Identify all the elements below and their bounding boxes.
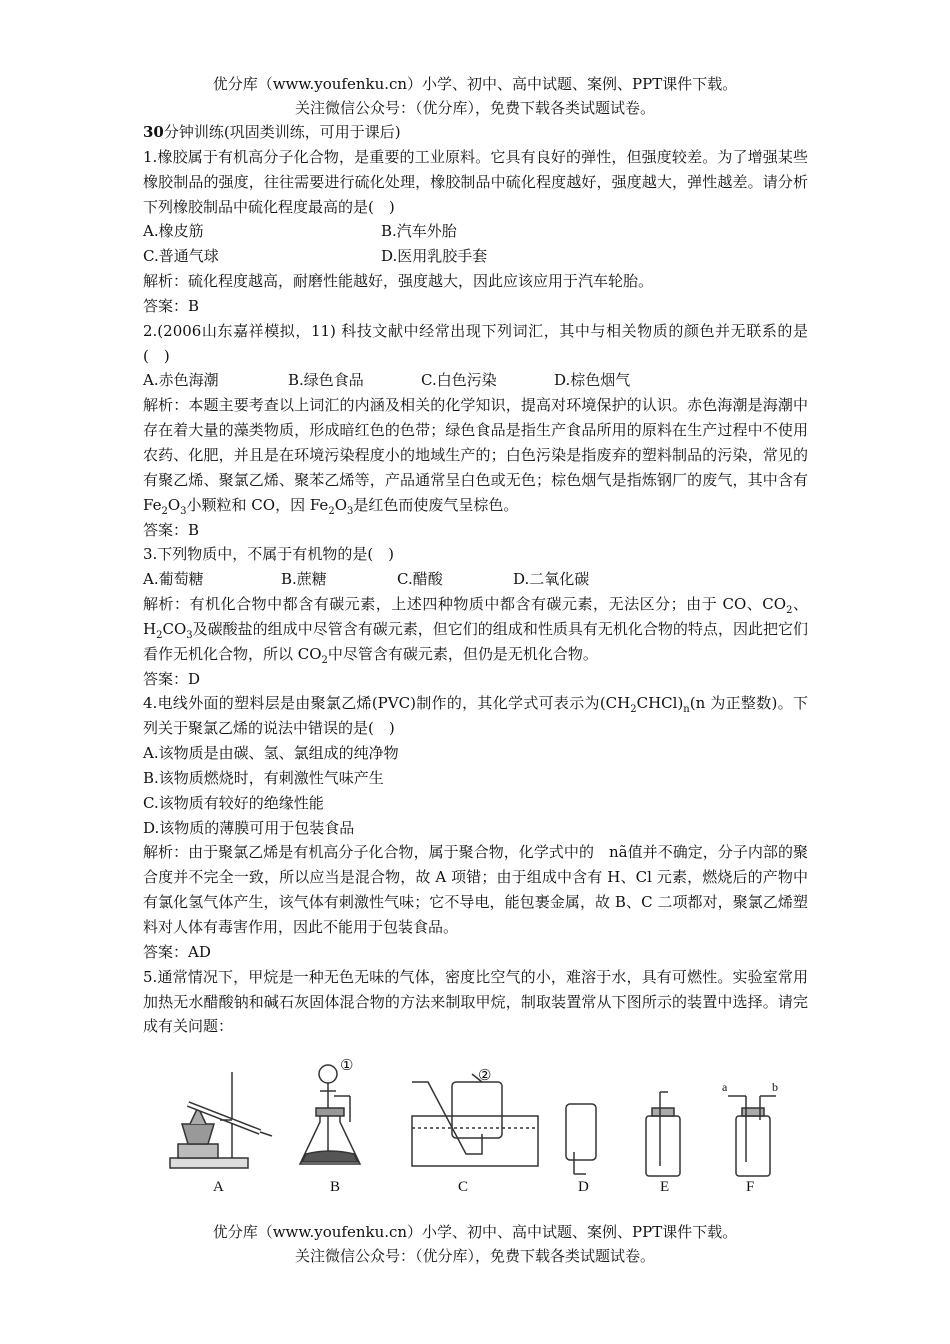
figure-label-c: C: [458, 1179, 469, 1195]
q2-option-c: C.白色污染: [421, 371, 497, 390]
apparatus-d: [566, 1104, 596, 1174]
q1-options-row2: [143, 244, 808, 269]
q2-analysis-part3: 是红色而使废气呈棕色。: [353, 495, 519, 514]
q4-stem: [143, 691, 808, 741]
q2-oxygen: O: [167, 495, 181, 514]
apparatus-figure: [160, 1058, 800, 1207]
section-title: [143, 120, 808, 145]
page-header-line1: 优分库（www.youfenku.cn）小学、初中、高中试题、案例、PPT课件下载。: [212, 75, 738, 93]
q2-analysis-part1: 解析：本题主要考查以上词汇的内涵及相关的化学知识，提高对环境保护的认识。赤色海潮是海潮中存在着大量的藻类物质，形成暗红色的色带；绿色食品是指生产食品所用的原料在生产过程中不使用农药、化肥，并且是在环境污染程度小的地域生产的；白色污染是指废弃的塑料制品的污染，常见的有聚乙烯、聚氯乙烯、聚苯乙烯等，产品通常呈白色或无色；棕色烟气是指炼钢厂的废气，其中含有 Fe: [143, 396, 808, 514]
figure-label-b: B: [330, 1179, 341, 1195]
q3-option-a: A.葡萄糖: [143, 570, 204, 589]
figure-label-e: E: [660, 1179, 670, 1195]
q3-analysis-part1: 解析：有机化合物中都含有碳元素，上述四种物质中都含有碳元素，无法区分；由于 CO、CO: [143, 595, 787, 614]
q4-option-d: D.该物质的薄膜可用于包装食品: [143, 818, 355, 837]
q3-stem: 3.下列物质中，不属于有机物的是( ): [143, 545, 395, 564]
section-title-number: 30: [143, 123, 164, 141]
q3-options: [143, 567, 808, 592]
q4-sub-2: 2: [630, 704, 637, 716]
q2-stem: 2.(2006山东嘉祥模拟，11) 科技文献中经常出现下列词汇，其中与相关物质的颜色并无联系的是( ): [143, 321, 808, 365]
q2-option-a: A.赤色海潮: [143, 371, 219, 390]
q3-analysis: [143, 592, 808, 667]
apparatus-f: [728, 1096, 776, 1176]
q3-answer: 答案：D: [143, 669, 201, 688]
q3-sub-co2: 2: [786, 605, 793, 617]
q3-option-d: D.二氧化碳: [513, 570, 590, 589]
apparatus-a: [170, 1072, 272, 1168]
q4-stem-part3: (n 为正整数)。下列关于聚氯乙烯的说法中错误的是( ): [143, 694, 808, 738]
q5-stem: 5.通常情况下，甲烷是一种无色无味的气体，密度比空气的小，难溶于水，具有可燃性。实验室常用加热无水醋酸钠和碱石灰固体混合物的方法来制取甲烷，制取装置常从下图所示的装置中选择。请完成有关问题：: [143, 967, 808, 1036]
apparatus-c: [412, 1074, 538, 1166]
q3-analysis-part5: 中尽管含有碳元素，但仍是无机化合物。: [327, 644, 598, 663]
q3-option-c: C.醋酸: [397, 570, 443, 589]
figure-label-a: A: [213, 1179, 224, 1195]
page-footer-line2: 关注微信公众号：（优分库），免费下载各类试题试卷。: [294, 1247, 655, 1265]
q4-option-a: A.该物质是由碳、氢、氯组成的纯净物: [143, 744, 399, 763]
q3-sub-o3: 3: [186, 629, 193, 641]
q1-option-d: D.医用乳胶手套: [381, 247, 488, 266]
q2-analysis-part2: 小颗粒和 CO，因 Fe: [186, 495, 329, 514]
q2-option-d: D.棕色烟气: [554, 371, 631, 390]
figure-label-f: F: [746, 1179, 755, 1195]
q3-sub-co2b: 2: [321, 654, 328, 666]
q3-sub-h2: 2: [156, 629, 163, 641]
q1-stem: 1.橡胶属于有机高分子化合物，是重要的工业原料。它具有良好的弹性，但强度较差。为了增强某些橡胶制品的强度，往往需要进行硫化处理，橡胶制品中硫化程度越好，强度越大，弹性越差。请分析下列橡胶制品中硫化程度最高的是( ): [143, 147, 808, 216]
q4-sub-n: n: [683, 704, 690, 716]
section-title-text: 分钟训练(巩固类训练，可用于课后): [163, 123, 401, 141]
q4-stem-part2: CHCl): [636, 694, 684, 713]
q3-analysis-part2: 、H: [143, 595, 808, 638]
q2-option-b: B.绿色食品: [288, 371, 364, 390]
q2-analysis: [143, 393, 808, 517]
page-footer-line1: 优分库（www.youfenku.cn）小学、初中、高中试题、案例、PPT课件下载。: [212, 1223, 738, 1241]
q4-answer: 答案：AD: [143, 942, 211, 961]
document-body: [143, 120, 808, 1039]
figure-marker-1: ①: [340, 1058, 354, 1074]
q3-option-b: B.蔗糖: [281, 570, 327, 589]
figure-port-a: a: [722, 1080, 728, 1094]
q3-analysis-part3: CO: [162, 619, 187, 638]
q2-options: [143, 368, 808, 393]
q2-sub-2b: 2: [328, 505, 335, 517]
q3-analysis-part4: 及碳酸盐的组成中尽管含有碳元素，但它们的组成和性质具有无机化合物的特点，因此把它们看作无机化合物，所以 CO: [143, 619, 808, 663]
q2-sub-3: 3: [180, 505, 187, 517]
q1-option-a: A.橡皮筋: [143, 222, 204, 241]
q1-option-b: B.汽车外胎: [381, 222, 457, 241]
q4-option-c: C.该物质有较好的绝缘性能: [143, 793, 324, 812]
q1-options-row1: [143, 219, 808, 244]
figure-port-b: b: [772, 1080, 778, 1094]
q1-analysis: 解析：硫化程度越高，耐磨性能越好，强度越大，因此应该应用于汽车轮胎。: [143, 272, 654, 291]
q1-answer: 答案：B: [143, 296, 200, 315]
apparatus-e: [646, 1092, 680, 1176]
q2-answer: 答案：B: [143, 520, 200, 539]
q2-sub-3b: 3: [347, 505, 354, 517]
apparatus-b: [300, 1065, 360, 1164]
q1-option-c: C.普通气球: [143, 247, 219, 266]
page-header-line2: 关注微信公众号：（优分库），免费下载各类试题试卷。: [294, 99, 655, 117]
q2-oxygen-b: O: [334, 495, 347, 514]
figure-marker-2: ②: [478, 1068, 492, 1084]
q4-option-b: B.该物质燃烧时，有刺激性气味产生: [143, 768, 384, 787]
q4-analysis: 解析：由于聚氯乙烯是有机高分子化合物，属于聚合物，化学式中的 nã值并不确定，分子内部的聚合度并不完全一致，所以应当是混合物，故 A 项错；由于组成中含有 H、Cl 元素，燃烧后的产物中有氯化氢气体产生，该气体有刺激性气味；它不导电，能包裹金属，故 B、C 二项都对，聚氯乙烯塑料对人体有毒害作用，因此不能用于包装食品。: [143, 843, 808, 936]
figure-label-d: D: [578, 1179, 589, 1195]
q2-sub-2: 2: [161, 505, 168, 517]
q4-stem-part1: 4.电线外面的塑料层是由聚氯乙烯(PVC)制作的，其化学式可表示为(CH: [143, 694, 631, 713]
